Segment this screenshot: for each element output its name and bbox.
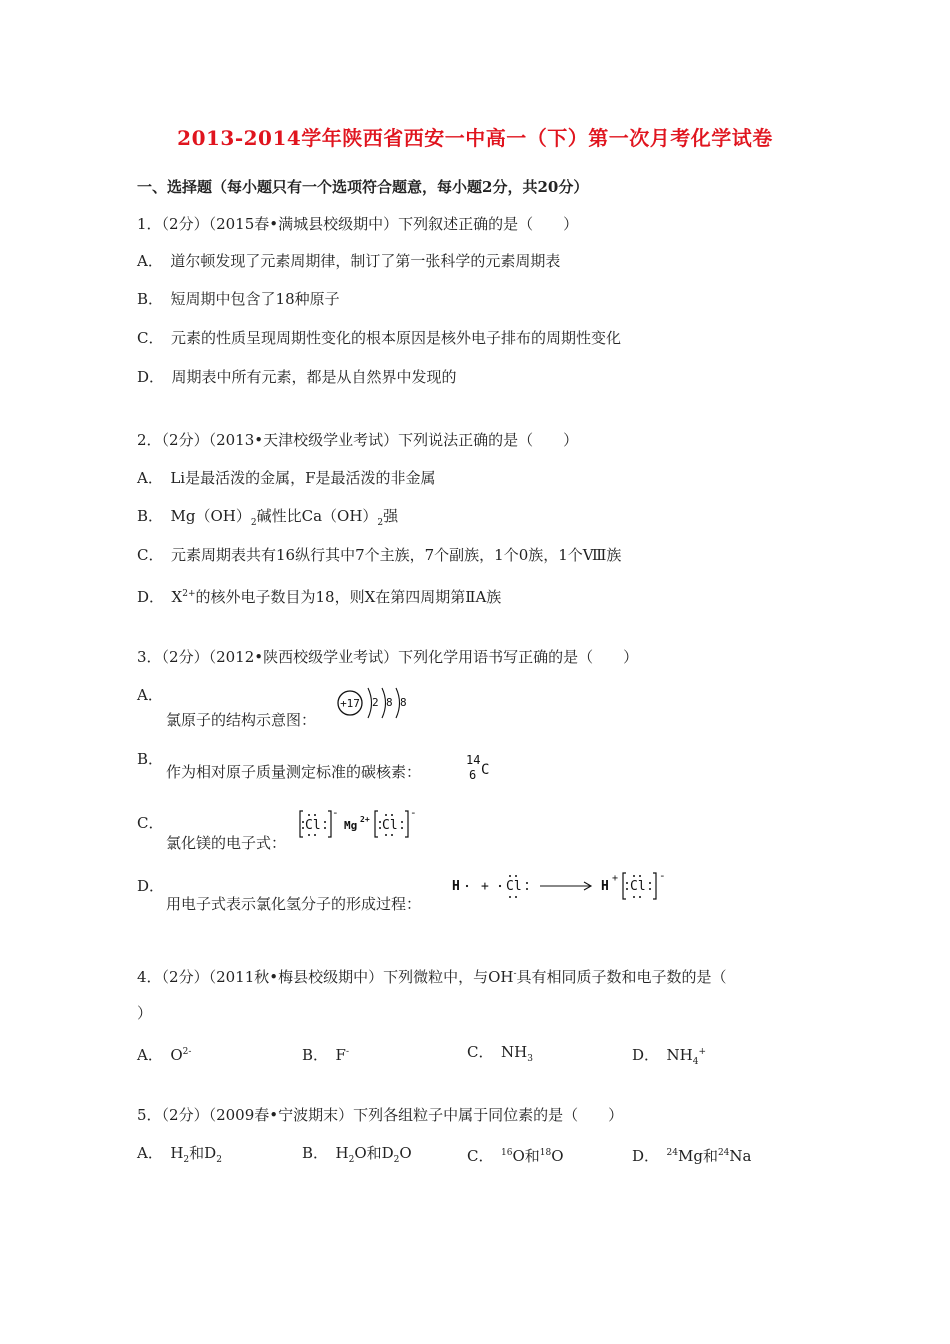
q4-option-b: B． F- (302, 1046, 349, 1064)
q2-option-d: D． $X^{2+}$的核外电子数目为18，则X在第四周期第ⅡA族 (137, 588, 502, 606)
section-heading: 一、选择题（每小题只有一个选项符合题意，每小题2分，共20分） (137, 178, 589, 196)
nucleus-label: +17 (340, 697, 360, 710)
q3-option-a-letter: A． (137, 686, 163, 704)
q3-option-c-text: 氯化镁的电子式： (166, 834, 287, 852)
carbon-atomic-number: 6 (469, 768, 477, 782)
q5-stem: 5．（2分）（2009春•宁波期末）下列各组粒子中属于同位素的是（ ） (137, 1106, 624, 1124)
exam-title: 2013-2014学年陕西省西安一中高一（下）第一次月考化学试卷 (177, 126, 773, 150)
chlorine-atom-diagram (334, 682, 414, 724)
plus-sign: + (481, 879, 489, 894)
q1-option-c: C． 元素的性质呈现周期性变化的根本原因是核外电子排布的周期性变化 (137, 329, 621, 347)
chloride-ion-charge: - (659, 869, 666, 882)
shell-arc-3 (396, 688, 400, 718)
carbon-mass-number: 14 (466, 753, 481, 767)
q4-option-d: D． $NH_4^+$ (632, 1046, 707, 1067)
hydrogen-ion: H (601, 879, 609, 894)
shell-arc-2 (382, 688, 386, 718)
q1-option-a: A． 道尔顿发现了元素周期律，制订了第一张科学的元素周期表 (137, 252, 561, 270)
carbon-symbol: C (481, 762, 490, 778)
q1-option-b: B． 短周期中包含了18种原子 (137, 290, 340, 308)
q3-stem: 3．（2分）（2012•陕西校级学业考试）下列化学用语书写正确的是（ ） (137, 648, 639, 666)
q2-option-b: B． $Mg(OH)_2$碱性比$Ca(OH)_2$强 (137, 507, 399, 528)
chloride-ion: Cl (630, 879, 646, 894)
q3-option-d-letter: D． (137, 877, 165, 895)
shell-count-2: 8 (386, 696, 393, 709)
q3-option-b-letter: B． (137, 750, 164, 768)
chloride-right: Cl (382, 818, 398, 833)
q2-option-a: A． Li是最活泼的金属，F是最活泼的非金属 (137, 469, 436, 487)
q5-option-c: C． $^{16}$O和$^{18}$O (467, 1147, 564, 1165)
q4-option-c: C． $NH_3$ (467, 1043, 533, 1064)
q3-option-d-text: 用电子式表示氯化氢分子的形成过程： (166, 895, 422, 913)
charge-right: - (410, 807, 417, 819)
q1-stem: 1．（2分）（2015春•满城县校级期中）下列叙述正确的是（ ） (137, 215, 579, 233)
q3-option-a-text: 氯原子的结构示意图： (166, 711, 317, 729)
q1-option-d: D． 周期表中所有元素，都是从自然界中发现的 (137, 368, 457, 386)
magnesium-chloride-electron-formula (298, 807, 433, 841)
hydrogen-atom: H (452, 879, 460, 894)
q3-option-b-text: 作为相对原子质量测定标准的碳核素： (166, 763, 422, 781)
chloride-left: Cl (305, 818, 321, 833)
q4-option-a: A． $O^{2-}$ (137, 1046, 192, 1064)
q5-option-b: B． $H_2O$和$D_2O$ (302, 1144, 412, 1165)
q2-option-c: C． 元素周期表共有16纵行其中7个主族，7个副族，1个0族，1个Ⅷ族 (137, 546, 622, 564)
q4-stem-line2: ） (137, 1004, 153, 1022)
hydrogen-chloride-formation (450, 869, 680, 905)
q3-option-c-letter: C． (137, 814, 164, 832)
shell-count-3: 8 (400, 696, 407, 709)
q2-stem: 2．（2分）（2013•天津校级学业考试）下列说法正确的是（ ） (137, 431, 579, 449)
shell-arc-1 (368, 688, 372, 718)
magnesium-ion: Mg (344, 819, 358, 832)
q5-option-a: A． $H_2$和$D_2$ (137, 1144, 222, 1165)
charge-left: - (332, 807, 339, 819)
q5-option-d: D． $^{24}$Mg和$^{24}$Na (632, 1147, 752, 1165)
chlorine-atom: Cl (506, 879, 522, 894)
q4-stem: 4．（2分）（2011秋•梅县校级期中）下列微粒中，与OH-具有相同质子数和电子数的是（ (137, 968, 727, 986)
magnesium-charge: 2+ (360, 815, 370, 824)
shell-count-1: 2 (372, 696, 379, 709)
hydrogen-ion-charge: + (612, 873, 619, 884)
